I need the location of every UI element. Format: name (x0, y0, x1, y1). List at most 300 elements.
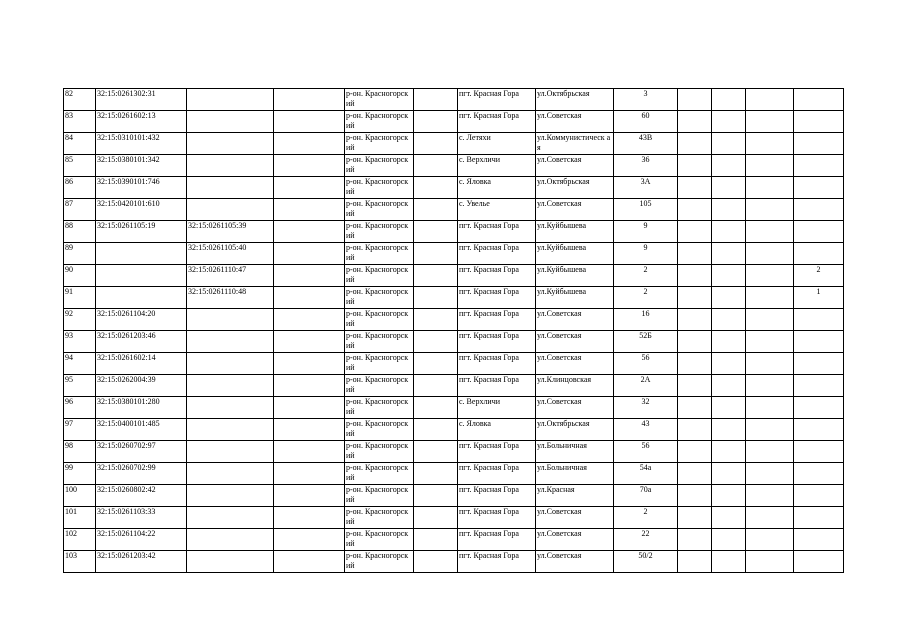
empty-cell-cell (414, 485, 458, 507)
settlement-cell: пгт. Красная Гора (458, 287, 536, 309)
quantity-cell (794, 419, 844, 441)
empty-cell-cell (678, 353, 712, 375)
cadastral-number-cell: 32:15:0260702:99 (96, 463, 187, 485)
empty-cell-cell (746, 331, 794, 353)
district-cell: р-он. Красногорский (345, 375, 414, 397)
empty-cell-cell (274, 463, 345, 485)
empty-cell-cell (274, 133, 345, 155)
cadastral-number-2-cell (187, 177, 274, 199)
empty-cell-cell (678, 551, 712, 573)
empty-cell-cell (414, 529, 458, 551)
cadastral-number-cell (96, 287, 187, 309)
street-cell: ул.Октябрьская (536, 419, 614, 441)
cadastral-number-cell: 32:15:0261104:20 (96, 309, 187, 331)
district-cell: р-он. Красногорский (345, 353, 414, 375)
cadastral-number-cell: 32:15:0261103:33 (96, 507, 187, 529)
empty-cell-cell (712, 441, 746, 463)
quantity-cell (794, 155, 844, 177)
quantity-cell (794, 331, 844, 353)
cadastral-number-2-cell (187, 441, 274, 463)
cadastral-number-2-cell: 32:15:0261110:47 (187, 265, 274, 287)
street-cell: ул.Советская (536, 529, 614, 551)
empty-cell-cell (414, 155, 458, 177)
cadastral-number-2-cell (187, 463, 274, 485)
house-number-cell: 16 (614, 309, 678, 331)
house-number-cell: 60 (614, 111, 678, 133)
empty-cell-cell (746, 199, 794, 221)
cadastral-number-cell: 32:15:0261203:42 (96, 551, 187, 573)
house-number-cell: 56 (614, 353, 678, 375)
empty-cell-cell (678, 529, 712, 551)
row-number-cell: 99 (64, 463, 96, 485)
table-row (64, 177, 844, 199)
settlement-cell: пгт. Красная Гора (458, 463, 536, 485)
table-row (64, 243, 844, 265)
street-cell: ул.Октябрьская (536, 177, 614, 199)
quantity-cell: 2 (794, 265, 844, 287)
empty-cell-cell (712, 199, 746, 221)
quantity-cell (794, 375, 844, 397)
house-number-cell: 50/2 (614, 551, 678, 573)
settlement-cell: пгт. Красная Гора (458, 221, 536, 243)
empty-cell-cell (274, 331, 345, 353)
house-number-cell: 105 (614, 199, 678, 221)
street-cell: ул.Советская (536, 199, 614, 221)
quantity-cell (794, 111, 844, 133)
house-number-cell: 3А (614, 177, 678, 199)
street-cell: ул.Больничная (536, 441, 614, 463)
cadastral-number-2-cell (187, 353, 274, 375)
quantity-cell (794, 441, 844, 463)
street-cell: ул.Коммунистическ ая (536, 133, 614, 155)
row-number-cell: 100 (64, 485, 96, 507)
empty-cell-cell (746, 111, 794, 133)
cadastral-number-2-cell (187, 397, 274, 419)
empty-cell-cell (414, 243, 458, 265)
cadastral-number-cell: 32:15:0261203:46 (96, 331, 187, 353)
empty-cell-cell (414, 199, 458, 221)
empty-cell-cell (414, 397, 458, 419)
cadastral-number-cell: 32:15:0420101:610 (96, 199, 187, 221)
empty-cell-cell (414, 419, 458, 441)
settlement-cell: пгт. Красная Гора (458, 353, 536, 375)
empty-cell-cell (746, 177, 794, 199)
empty-cell-cell (712, 397, 746, 419)
empty-cell-cell (678, 463, 712, 485)
cadastral-number-2-cell (187, 331, 274, 353)
cadastral-number-cell: 32:15:0260702:97 (96, 441, 187, 463)
row-number-cell: 92 (64, 309, 96, 331)
empty-cell-cell (678, 309, 712, 331)
house-number-cell: 2 (614, 287, 678, 309)
empty-cell-cell (712, 485, 746, 507)
empty-cell-cell (746, 441, 794, 463)
quantity-cell (794, 221, 844, 243)
row-number-cell: 91 (64, 287, 96, 309)
street-cell: ул.Советская (536, 111, 614, 133)
empty-cell-cell (414, 89, 458, 111)
district-cell: р-он. Красногорский (345, 89, 414, 111)
empty-cell-cell (678, 397, 712, 419)
empty-cell-cell (746, 463, 794, 485)
street-cell: ул.Советская (536, 155, 614, 177)
empty-cell-cell (274, 265, 345, 287)
empty-cell-cell (678, 287, 712, 309)
empty-cell-cell (414, 463, 458, 485)
district-cell: р-он. Красногорский (345, 441, 414, 463)
settlement-cell: с. Верхличи (458, 155, 536, 177)
empty-cell-cell (414, 309, 458, 331)
empty-cell-cell (712, 89, 746, 111)
quantity-cell (794, 529, 844, 551)
quantity-cell: 1 (794, 287, 844, 309)
empty-cell-cell (712, 265, 746, 287)
empty-cell-cell (274, 199, 345, 221)
empty-cell-cell (274, 529, 345, 551)
district-cell: р-он. Красногорский (345, 485, 414, 507)
empty-cell-cell (712, 111, 746, 133)
district-cell: р-он. Красногорский (345, 111, 414, 133)
empty-cell-cell (414, 551, 458, 573)
row-number-cell: 88 (64, 221, 96, 243)
cadastral-number-2-cell (187, 485, 274, 507)
empty-cell-cell (274, 507, 345, 529)
cadastral-number-2-cell (187, 551, 274, 573)
settlement-cell: пгт. Красная Гора (458, 331, 536, 353)
empty-cell-cell (274, 375, 345, 397)
settlement-cell: с. Верхличи (458, 397, 536, 419)
empty-cell-cell (274, 419, 345, 441)
settlement-cell: пгт. Красная Гора (458, 309, 536, 331)
row-number-cell: 86 (64, 177, 96, 199)
street-cell: ул.Куйбышева (536, 221, 614, 243)
house-number-cell: 32 (614, 397, 678, 419)
cadastral-number-cell (96, 265, 187, 287)
empty-cell-cell (678, 199, 712, 221)
table-row (64, 375, 844, 397)
empty-cell-cell (746, 221, 794, 243)
empty-cell-cell (678, 331, 712, 353)
empty-cell-cell (414, 353, 458, 375)
empty-cell-cell (414, 111, 458, 133)
empty-cell-cell (414, 287, 458, 309)
empty-cell-cell (274, 485, 345, 507)
house-number-cell: 9 (614, 243, 678, 265)
house-number-cell: 2 (614, 507, 678, 529)
quantity-cell (794, 507, 844, 529)
house-number-cell: 56 (614, 441, 678, 463)
street-cell: ул.Советская (536, 353, 614, 375)
cadastral-number-cell: 32:15:0261302:31 (96, 89, 187, 111)
empty-cell-cell (712, 463, 746, 485)
empty-cell-cell (712, 309, 746, 331)
empty-cell-cell (712, 177, 746, 199)
row-number-cell: 83 (64, 111, 96, 133)
empty-cell-cell (678, 441, 712, 463)
empty-cell-cell (678, 111, 712, 133)
quantity-cell (794, 551, 844, 573)
settlement-cell: с. Летяхи (458, 133, 536, 155)
empty-cell-cell (746, 419, 794, 441)
table-row (64, 309, 844, 331)
empty-cell-cell (678, 375, 712, 397)
empty-cell-cell (746, 133, 794, 155)
empty-cell-cell (414, 507, 458, 529)
row-number-cell: 94 (64, 353, 96, 375)
table-row (64, 265, 844, 287)
cadastral-number-2-cell (187, 111, 274, 133)
settlement-cell: с. Яловка (458, 419, 536, 441)
empty-cell-cell (678, 155, 712, 177)
district-cell: р-он. Красногорский (345, 529, 414, 551)
quantity-cell (794, 177, 844, 199)
settlement-cell: пгт. Красная Гора (458, 551, 536, 573)
row-number-cell: 90 (64, 265, 96, 287)
row-number-cell: 93 (64, 331, 96, 353)
house-number-cell: 2 (614, 265, 678, 287)
cadastral-number-cell: 32:15:0310101:432 (96, 133, 187, 155)
house-number-cell: 9 (614, 221, 678, 243)
row-number-cell: 82 (64, 89, 96, 111)
empty-cell-cell (274, 441, 345, 463)
quantity-cell (794, 397, 844, 419)
table-row (64, 199, 844, 221)
table-row (64, 529, 844, 551)
cadastral-number-cell: 32:15:0261602:14 (96, 353, 187, 375)
row-number-cell: 101 (64, 507, 96, 529)
table-body (64, 89, 844, 573)
empty-cell-cell (712, 551, 746, 573)
street-cell: ул.Советская (536, 397, 614, 419)
row-number-cell: 98 (64, 441, 96, 463)
street-cell: ул.Куйбышева (536, 243, 614, 265)
empty-cell-cell (712, 375, 746, 397)
empty-cell-cell (414, 265, 458, 287)
table-row (64, 331, 844, 353)
quantity-cell (794, 309, 844, 331)
table-row (64, 155, 844, 177)
house-number-cell: 70а (614, 485, 678, 507)
empty-cell-cell (274, 287, 345, 309)
table-row (64, 463, 844, 485)
row-number-cell: 103 (64, 551, 96, 573)
empty-cell-cell (678, 243, 712, 265)
empty-cell-cell (746, 243, 794, 265)
settlement-cell: пгт. Красная Гора (458, 111, 536, 133)
empty-cell-cell (414, 133, 458, 155)
settlement-cell: пгт. Красная Гора (458, 507, 536, 529)
district-cell: р-он. Красногорский (345, 551, 414, 573)
cadastral-number-2-cell (187, 309, 274, 331)
street-cell: ул.Октябрьская (536, 89, 614, 111)
settlement-cell: пгт. Красная Гора (458, 485, 536, 507)
empty-cell-cell (746, 155, 794, 177)
empty-cell-cell (712, 133, 746, 155)
table-row (64, 507, 844, 529)
row-number-cell: 87 (64, 199, 96, 221)
empty-cell-cell (712, 507, 746, 529)
cadastral-number-cell: 32:15:0261602:13 (96, 111, 187, 133)
district-cell: р-он. Красногорский (345, 133, 414, 155)
settlement-cell: пгт. Красная Гора (458, 375, 536, 397)
settlement-cell: пгт. Красная Гора (458, 243, 536, 265)
empty-cell-cell (414, 221, 458, 243)
street-cell: ул.Советская (536, 551, 614, 573)
empty-cell-cell (678, 89, 712, 111)
table-row (64, 111, 844, 133)
street-cell: ул.Советская (536, 309, 614, 331)
empty-cell-cell (274, 221, 345, 243)
cadastral-number-2-cell (187, 419, 274, 441)
empty-cell-cell (746, 507, 794, 529)
cadastral-number-cell: 32:15:0390101:746 (96, 177, 187, 199)
table-row (64, 397, 844, 419)
street-cell: ул.Клинцовская (536, 375, 614, 397)
quantity-cell (794, 353, 844, 375)
empty-cell-cell (746, 375, 794, 397)
empty-cell-cell (274, 177, 345, 199)
empty-cell-cell (712, 331, 746, 353)
cadastral-number-2-cell (187, 529, 274, 551)
cadastral-number-2-cell (187, 199, 274, 221)
empty-cell-cell (414, 441, 458, 463)
cadastral-number-2-cell: 32:15:0261110:48 (187, 287, 274, 309)
empty-cell-cell (746, 551, 794, 573)
row-number-cell: 84 (64, 133, 96, 155)
empty-cell-cell (746, 529, 794, 551)
cadastral-number-2-cell (187, 375, 274, 397)
district-cell: р-он. Красногорский (345, 221, 414, 243)
street-cell: ул.Советская (536, 507, 614, 529)
district-cell: р-он. Красногорский (345, 309, 414, 331)
street-cell: ул.Куйбышева (536, 265, 614, 287)
table-row (64, 551, 844, 573)
cadastral-number-cell: 32:15:0262004:39 (96, 375, 187, 397)
empty-cell-cell (712, 155, 746, 177)
settlement-cell: пгт. Красная Гора (458, 89, 536, 111)
district-cell: р-он. Красногорский (345, 397, 414, 419)
cadastral-number-cell: 32:15:0260802:42 (96, 485, 187, 507)
house-number-cell: 22 (614, 529, 678, 551)
cadastral-number-2-cell: 32:15:0261105:39 (187, 221, 274, 243)
street-cell: ул.Больничная (536, 463, 614, 485)
cadastral-number-2-cell: 32:15:0261105:40 (187, 243, 274, 265)
quantity-cell (794, 133, 844, 155)
empty-cell-cell (712, 243, 746, 265)
empty-cell-cell (274, 111, 345, 133)
empty-cell-cell (746, 287, 794, 309)
table-row (64, 221, 844, 243)
empty-cell-cell (414, 375, 458, 397)
empty-cell-cell (746, 89, 794, 111)
empty-cell-cell (746, 265, 794, 287)
quantity-cell (794, 463, 844, 485)
empty-cell-cell (678, 485, 712, 507)
empty-cell-cell (746, 353, 794, 375)
empty-cell-cell (274, 309, 345, 331)
empty-cell-cell (746, 485, 794, 507)
empty-cell-cell (274, 353, 345, 375)
empty-cell-cell (712, 419, 746, 441)
house-number-cell: 36 (614, 155, 678, 177)
empty-cell-cell (678, 265, 712, 287)
table-row (64, 89, 844, 111)
empty-cell-cell (678, 221, 712, 243)
cadastral-number-2-cell (187, 155, 274, 177)
house-number-cell: 3 (614, 89, 678, 111)
settlement-cell: с. Увелье (458, 199, 536, 221)
empty-cell-cell (274, 243, 345, 265)
empty-cell-cell (712, 529, 746, 551)
table-row (64, 287, 844, 309)
district-cell: р-он. Красногорский (345, 419, 414, 441)
settlement-cell: пгт. Красная Гора (458, 265, 536, 287)
empty-cell-cell (274, 551, 345, 573)
district-cell: р-он. Красногорский (345, 287, 414, 309)
district-cell: р-он. Красногорский (345, 155, 414, 177)
table-row (64, 419, 844, 441)
district-cell: р-он. Красногорский (345, 331, 414, 353)
empty-cell-cell (274, 155, 345, 177)
row-number-cell: 89 (64, 243, 96, 265)
empty-cell-cell (678, 419, 712, 441)
empty-cell-cell (678, 507, 712, 529)
empty-cell-cell (414, 177, 458, 199)
cadastral-number-2-cell (187, 507, 274, 529)
house-number-cell: 2А (614, 375, 678, 397)
empty-cell-cell (274, 89, 345, 111)
empty-cell-cell (678, 133, 712, 155)
cadastral-number-cell: 32:15:0380101:342 (96, 155, 187, 177)
cadastral-number-cell: 32:15:0380101:280 (96, 397, 187, 419)
empty-cell-cell (274, 397, 345, 419)
table-row (64, 353, 844, 375)
row-number-cell: 85 (64, 155, 96, 177)
house-number-cell: 54а (614, 463, 678, 485)
empty-cell-cell (746, 397, 794, 419)
cadastral-number-cell: 32:15:0400101:485 (96, 419, 187, 441)
quantity-cell (794, 89, 844, 111)
row-number-cell: 102 (64, 529, 96, 551)
street-cell: ул.Красная (536, 485, 614, 507)
cadastral-number-2-cell (187, 89, 274, 111)
street-cell: ул.Куйбышева (536, 287, 614, 309)
empty-cell-cell (712, 287, 746, 309)
empty-cell-cell (712, 353, 746, 375)
cadastral-number-cell: 32:15:0261104:22 (96, 529, 187, 551)
empty-cell-cell (414, 331, 458, 353)
empty-cell-cell (746, 309, 794, 331)
district-cell: р-он. Красногорский (345, 177, 414, 199)
house-number-cell: 43 (614, 419, 678, 441)
table-row (64, 485, 844, 507)
house-number-cell: 43В (614, 133, 678, 155)
empty-cell-cell (712, 221, 746, 243)
cadastral-number-2-cell (187, 133, 274, 155)
row-number-cell: 95 (64, 375, 96, 397)
district-cell: р-он. Красногорский (345, 507, 414, 529)
row-number-cell: 97 (64, 419, 96, 441)
settlement-cell: пгт. Красная Гора (458, 441, 536, 463)
table-row (64, 133, 844, 155)
district-cell: р-он. Красногорский (345, 243, 414, 265)
district-cell: р-он. Красногорский (345, 265, 414, 287)
quantity-cell (794, 485, 844, 507)
street-cell: ул.Советская (536, 331, 614, 353)
row-number-cell: 96 (64, 397, 96, 419)
settlement-cell: с. Яловка (458, 177, 536, 199)
district-cell: р-он. Красногорский (345, 199, 414, 221)
